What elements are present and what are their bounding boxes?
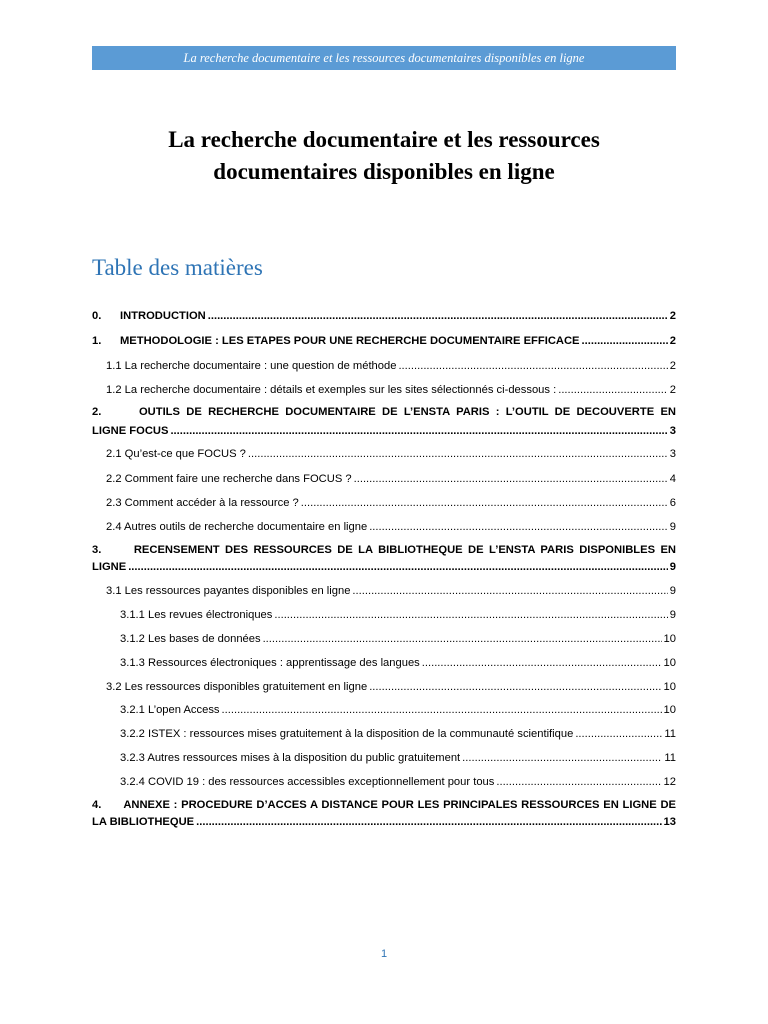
title-line-1: La recherche documentaire et les ressources <box>168 127 600 152</box>
running-header-text: La recherche documentaire et les ressources documentaires disponibles en ligne <box>183 50 585 65</box>
toc-page: 3 <box>669 425 676 437</box>
toc-entry-2-3[interactable]: 2.3 Comment accéder à la ressource ? ..... 6 <box>92 495 676 511</box>
toc-page: 3 <box>669 448 676 460</box>
toc-entry-3-1[interactable]: 3.1 Les ressources payantes disponibles en ligne ..... 9 <box>92 583 676 599</box>
title-line-2: documentaires disponibles en ligne <box>213 159 555 184</box>
toc-entry-3-2-2[interactable]: 3.2.2 ISTEX : ressources mises gratuitement à la disposition de la communauté scientifique ..... 11 <box>92 726 676 742</box>
toc-entry-3-2-1[interactable]: 3.2.1 L’open Access ..... 10 <box>92 702 676 718</box>
toc-page: 12 <box>663 776 676 788</box>
toc-page: 2 <box>669 310 676 322</box>
toc-page: 9 <box>669 521 676 533</box>
toc-page: 11 <box>664 752 676 764</box>
toc-page: 13 <box>663 816 676 828</box>
toc-page: 10 <box>663 657 676 669</box>
toc-page: 9 <box>669 585 676 597</box>
toc-entry-3-2[interactable]: 3.2 Les ressources disponibles gratuitement en ligne ..... 10 <box>92 679 676 695</box>
page-number: 1 <box>380 948 388 960</box>
toc-entry-3-2-3[interactable]: 3.2.3 Autres ressources mises à la disposition du public gratuitement ..... 11 <box>92 750 676 766</box>
toc-page: 9 <box>669 561 676 573</box>
toc-entry-3-1-1[interactable]: 3.1.1 Les revues électroniques ..... 9 <box>92 607 676 623</box>
toc-page: 9 <box>669 609 676 621</box>
toc-heading: Table des matières <box>92 255 263 280</box>
toc-page: 2 <box>669 335 676 347</box>
toc-entry-1-1[interactable]: 1.1 La recherche documentaire : une question de méthode ..... 2 <box>92 358 676 374</box>
toc-entry-2[interactable]: 2. OUTILS DE RECHERCHE DOCUMENTAIRE DE L’ENSTA PARIS : L’OUTIL DE DECOUVERTE EN LIGNE FOCUS ..... 3 <box>92 404 676 439</box>
toc-page: 11 <box>664 728 676 740</box>
toc-page: 10 <box>663 681 676 693</box>
toc-page: 10 <box>663 704 676 716</box>
toc-entry-1[interactable]: 1. METHODOLOGIE : LES ETAPES POUR UNE RECHERCHE DOCUMENTAIRE EFFICACE ..... 2 <box>92 333 676 349</box>
toc-entry-3-1-3[interactable]: 3.1.3 Ressources électroniques : apprentissage des langues ..... 10 <box>92 655 676 671</box>
toc-entry-3[interactable]: 3. RECENSEMENT DES RESSOURCES DE LA BIBLIOTHEQUE DE L’ENSTA PARIS DISPONIBLES EN LIGNE ..... 9 <box>92 542 676 575</box>
document-title <box>92 124 676 188</box>
toc-entry-1-2[interactable]: 1.2 La recherche documentaire : détails et exemples sur les sites sélectionnés ci-dessous : ..... 2 <box>92 382 676 398</box>
toc-entry-3-2-4[interactable]: 3.2.4 COVID 19 : des ressources accessibles exceptionnellement pour tous ..... 12 <box>92 774 676 790</box>
toc-entry-2-1[interactable]: 2.1 Qu’est-ce que FOCUS ? ..... 3 <box>92 446 676 462</box>
toc-page: 10 <box>663 633 676 645</box>
toc-entry-4[interactable]: 4. ANNEXE : PROCEDURE D’ACCES A DISTANCE POUR LES PRINCIPALES RESSOURCES EN LIGNE DE LA BIBLIOTHEQUE ..... 13 <box>92 797 676 830</box>
toc-entry-2-2[interactable]: 2.2 Comment faire une recherche dans FOCUS ? ..... 4 <box>92 471 676 487</box>
toc-entry-2-4[interactable]: 2.4 Autres outils de recherche documentaire en ligne ..... 9 <box>92 519 676 535</box>
toc-entry-0[interactable]: 0. INTRODUCTION ..... 2 <box>92 308 676 324</box>
toc-entry-3-1-2[interactable]: 3.1.2 Les bases de données ..... 10 <box>92 631 676 647</box>
toc-page: 2 <box>669 360 676 372</box>
toc-page: 2 <box>669 384 676 396</box>
toc-page: 4 <box>669 473 676 485</box>
running-header <box>92 46 676 70</box>
toc-page: 6 <box>669 497 676 509</box>
